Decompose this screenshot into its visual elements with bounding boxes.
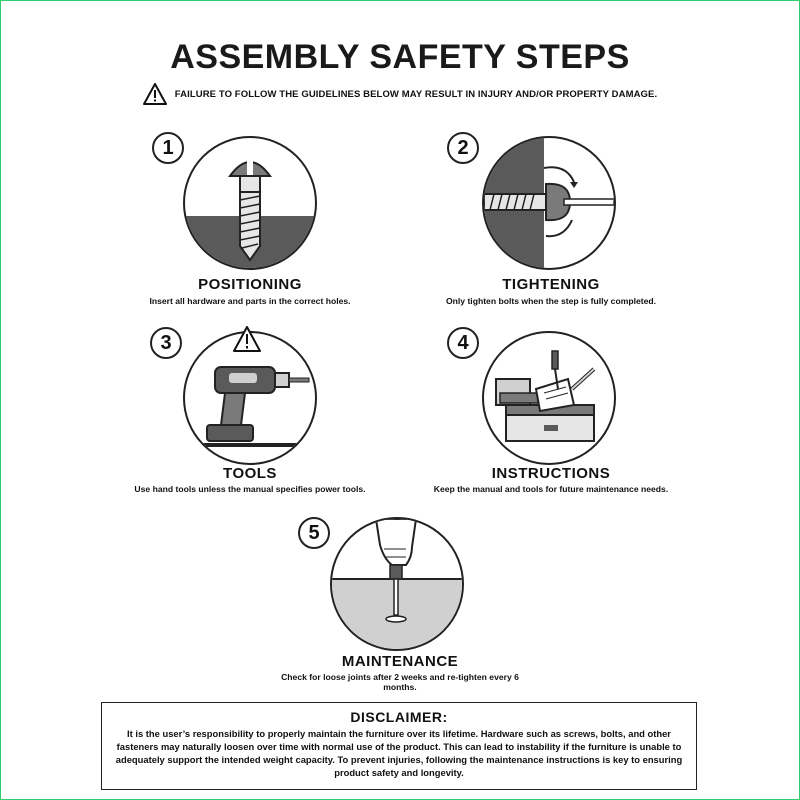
step-description: Only tighten bolts when the step is fully completed. xyxy=(445,296,657,306)
step-label: INSTRUCTIONS xyxy=(491,465,611,482)
step-label: TOOLS xyxy=(223,465,277,482)
step-positioning xyxy=(120,130,380,310)
step-number: 3 xyxy=(150,327,182,359)
step-description: Check for loose joints after 2 weeks and re-tighten every 6 months. xyxy=(281,672,519,692)
page-title: ASSEMBLY SAFETY STEPS xyxy=(170,38,630,76)
warning-triangle-icon xyxy=(232,325,262,353)
step-label: MAINTENANCE xyxy=(341,653,459,670)
warning-triangle-icon xyxy=(143,83,167,105)
step-maintenance xyxy=(270,515,530,692)
bolt-tightening-icon xyxy=(482,136,616,270)
step-description: Keep the manual and tools for future maintenance needs. xyxy=(433,484,669,494)
disclaimer-heading: DISCLAIMER: xyxy=(350,709,448,725)
step-number: 2 xyxy=(447,132,479,164)
step-number: 4 xyxy=(447,327,479,359)
step-label: POSITIONING xyxy=(198,276,302,293)
hand-screwdriver-icon xyxy=(330,517,464,651)
toolbox-icon xyxy=(482,331,616,465)
step-instructions xyxy=(421,325,681,505)
disclaimer-box xyxy=(101,702,697,790)
step-tightening xyxy=(421,130,681,310)
step-number: 1 xyxy=(152,132,184,164)
warning-banner xyxy=(0,83,800,105)
step-description: Use hand tools unless the manual specifies power tools. xyxy=(134,484,366,494)
disclaimer-body: It is the user’s responsibility to properly maintain the furniture over its lifetime. Hardware such as screws, bolts, and other fasteners may naturally loosen over time with normal use of the product. This can lead to instability if the furniture is unable to adequately support the intended weight capacity. To prevent injuries, following the maintenance instructions is key to ensuring product safety and longevity. xyxy=(115,728,683,778)
warning-text: FAILURE TO FOLLOW THE GUIDELINES BELOW MAY RESULT IN INJURY AND/OR PROPERTY DAMAGE. xyxy=(174,88,658,100)
step-description: Insert all hardware and parts in the correct holes. xyxy=(149,296,351,306)
step-tools xyxy=(120,325,380,505)
step-label: TIGHTENING xyxy=(502,276,600,293)
screw-icon xyxy=(183,136,317,270)
step-number: 5 xyxy=(298,517,330,549)
